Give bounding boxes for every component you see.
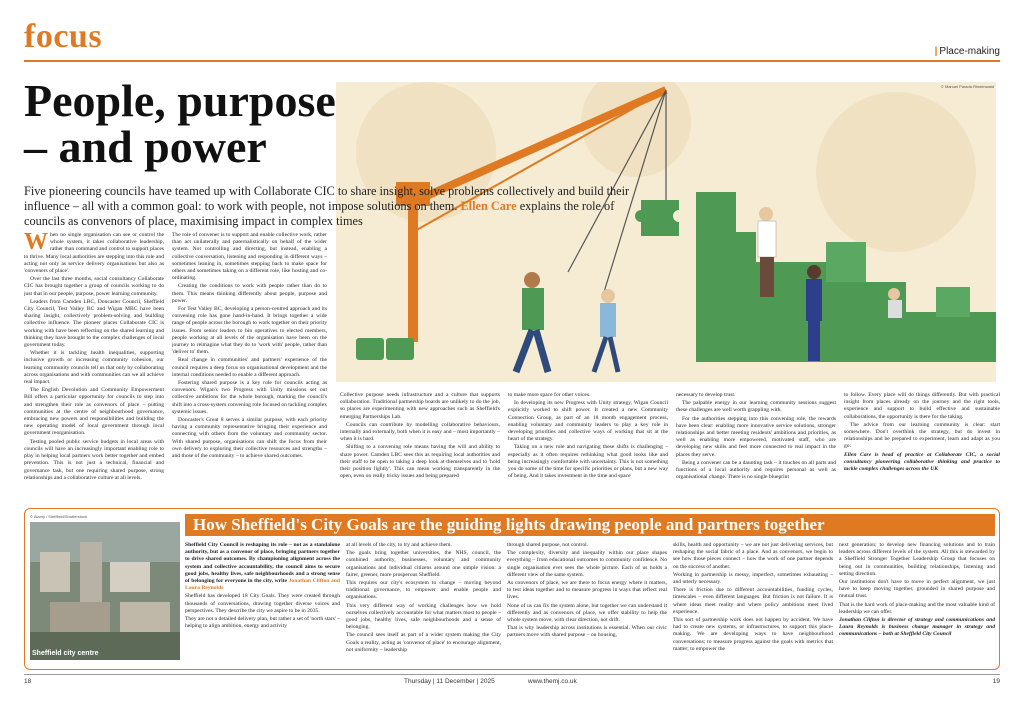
paragraph: This requires our city's ecosystem to change – moving beyond traditional governance, to empower and enable people and organisations.	[346, 580, 501, 601]
paragraph: Creating the conditions to work with people rather than do to them. This means thinking differently about people, purpose and power.	[172, 283, 327, 304]
section-tag-label: Place-making	[939, 46, 1000, 57]
photo-caption: Sheffield city centre	[32, 650, 99, 657]
paragraph: Real change in communities' and partners' experience of the council requires a deep focus on organisational development and the internal conditions needed to enable a different approach.	[172, 357, 327, 378]
paragraph: The role of convener is to support and enable collective work, rather than act unilaterally and paternalistically on behalf of the wider system. Not controlling and directing, but instead, enabling a collective conversation, listening and responding in different ways – sometimes leaning in, sometimes stepping back to make space for others and sometimes taking on a different role, like hosting and co-ordinating.	[172, 232, 327, 282]
paragraph: at all levels of the city, to try and achieve them.	[346, 542, 452, 548]
paragraph: That is the hard work of place-making and the most valuable kind of leadership we can offer.	[839, 601, 995, 615]
standfirst	[24, 184, 644, 229]
dropcap: W	[24, 232, 48, 255]
paragraph: next generation; to develop new financing solutions and to train leaders across different levels of the system. All this is stewarded by a Sheffield Stronger Together Leadership Group that focuses on being out in communities, building relationships, listening and setting direction.	[839, 542, 995, 577]
article-column-1	[24, 232, 164, 502]
illustration-credit: © Manuel Parada Rindenwald	[940, 84, 994, 89]
box-column-3	[507, 542, 667, 664]
page-number-left: 18	[24, 678, 32, 685]
paragraph: That is why leadership across institutions is essential. When our civic partners move with shared purpose – on housing,	[507, 625, 667, 639]
paragraph: Councils can contribute by modelling collaborative behaviours, internally and externally, both when it is easy and – most importantly – when it is hard.	[340, 421, 500, 443]
box-headline: How Sheffield's City Goals are the guiding lights drawing people and partners together	[185, 514, 995, 536]
paragraph: skills, health and opportunity – we are not just delivering services, but reshaping the social fabric of a place. And as convenors, we begin to see how those pieces connect – how the work of one partner depends on the success of another.	[673, 542, 833, 570]
article-column-2	[172, 232, 327, 502]
paragraph: Shifting to a convening role means having the will and ability to share power. Camden LBC sees this as requiring local authorities and their staff to be open to taking a deep look at themselves and to 'hold their position lightly'. This can mean working transparently in the open, even on really tricky issues and being prepared	[340, 444, 500, 480]
paragraph: In developing its new Progress with Unity strategy, Wigan Council explicitly worked to shift power. It created a new Community Connection Group, as part of an 18 month engagement process, enabling voluntary and community leaders to play a key role in developing priorities and collective ways of working that sit at the heart of the strategy.	[508, 400, 668, 443]
paragraph: This very different way of working challenges how we hold ourselves collectively accountable for what matters most to people – good jobs, healthy lives, safe neighbourhoods and a sense of belonging.	[346, 602, 501, 631]
paragraph: As convenors of place, we are there to focus energy where it matters, to test ideas together and to measure progress in ways that reflect real lives.	[507, 580, 667, 601]
box-author-bio: Jonathan Clifton is director of strategy and communications and Laura Reynolds is business change manager in strategy and communications – both at Sheffield City Council	[839, 617, 995, 638]
crane-puzzle-illustration	[336, 82, 996, 382]
city-photo	[30, 522, 180, 660]
paragraph: For the authorities stepping into this convening role, the rewards have been clear: enabling more innovative service solutions, stronger relationships and better meeting residents' ambitions and priorities, as well as enabling more empowered, motivated staff, who are developing new skills and feel more connected to real impact in the places they serve.	[676, 415, 836, 458]
article-column-3	[340, 392, 500, 502]
paragraph: Working in partnership is messy, imperfect, sometimes exhausting – and utterly necessary.	[673, 571, 833, 586]
article-column-6	[844, 392, 1000, 502]
article-column-4	[508, 392, 668, 502]
paragraph: Our institutions don't have to move in perfect alignment, we just have to keep moving together, grounded in shared purpose and mutual trust.	[839, 579, 995, 600]
paragraph: The advice from our learning community is clear: start somewhere. Don't overthink the strategy, but do invest in relationships and be prepared to experiment, learn and adapt as you go.	[844, 421, 1000, 450]
city-aerial-image	[30, 522, 180, 660]
paragraph: Sheffield has developed 18 City Goals. They were created through thousands of conversations, drawing together diverse voices and perspectives. They describe the city we aspire to be in 2035.	[185, 593, 340, 614]
person-figure	[758, 207, 776, 297]
box-byline: Jonathan Clifton and Laura Reynolds	[185, 578, 340, 592]
paragraph: The council sees itself as part of a wider system making the City Goals a reality, acting as 'convenor of place' to encourage alignment, not uniformity – leadership	[346, 632, 501, 653]
page-number-right: 19	[992, 678, 1000, 685]
paragraph: necessary to develop trust.	[676, 392, 736, 398]
author-bio: Ellen Care is head of practice at Collaborate CIC, a social consultancy pioneering collaborative thinking and practice to tackle complex challenges across the UK	[844, 451, 1000, 473]
box-column-2	[346, 542, 501, 664]
paragraph: The English Devolution and Community Empowerment Bill offers a particular opportunity for councils to step into and strengthen their role as convenors of place – putting communities at the centre of neighbourhood governance, embracing new powers and responsibilities and building the new operating model of local government through local government reorganisation.	[24, 387, 164, 437]
person-figure	[516, 272, 548, 372]
illustration	[336, 82, 996, 382]
paragraph: Doncaster's Great 8 serves a similar purpose, with each priority having a community representative bringing their experience and connecting with others from the voluntary and community sector. With shared purpose, organisations can shift the focus from their own delivery to exploring their collective resources and strengths – and those of the community – to achieve shared outcomes.	[172, 417, 327, 460]
paragraph: None of us can fix the system alone, but together we can understand it differently and as convenors of place, we offer stability to help the whole system move, with clear direction, not drift.	[507, 602, 667, 624]
issue-date: Thursday | 11 December | 2025	[404, 678, 495, 685]
paragraph: to follow. Every place will do things differently. But with practical insight from places already on the journey and the right tools, experience and support to build effective and sustainable collaborations, the opportunity is there for the taking.	[844, 392, 1000, 420]
paragraph: Being a convener can be a daunting task – it touches on all parts and functions of a local authority and requires personal as well as organisational change. There is no single blueprint	[676, 459, 836, 481]
paragraph: This sort of partnership work does not happen by accident. We have had to create new systems, or infrastructures, to support this place-making. We are developing ways to have neighbourhood conversations; to measure progress against the goals with metrics that matter; to empower the	[673, 617, 833, 652]
tag-bar: |	[934, 46, 938, 57]
box-column-5	[839, 542, 995, 664]
paragraph: hen no single organisation can see or control the whole system, it takes collaborative leadership, rather than command and control to support places to thrive. Many local authorities are stepping into this role and acting not only as service delivery organisations but also as 'conveners of place'.	[24, 232, 164, 275]
header-rule	[24, 60, 1000, 62]
standfirst-text: Five pioneering councils have teamed up with Collaborate CIC to share insight, solve problems collectively and build their influence – all with a common goal: to work with people, not impose solutions on them.	[24, 184, 630, 213]
paragraph: Collective purpose needs infrastructure and a culture that supports collaboration. Traditional partnership boards are unlikely to do the job, so places are experimenting with new approaches such as Sheffield's emerging Partnerships Lab.	[340, 392, 500, 420]
section-tag	[935, 46, 1000, 57]
paragraph: The palpable energy in our learning community sessions suggest these challenges are well worth grappling with.	[676, 400, 836, 414]
author-byline: Ellen Care	[460, 199, 517, 213]
paragraph: Testing pooled public service budgets in local areas with councils will have an increasingly important enabling role to play in helping local partners work better together and embed prevention. This is not just a technical, financial and governance task, but one requiring shared purpose, strong relationships and a collaborative culture at all levels.	[24, 438, 164, 481]
weight-shape	[356, 338, 384, 360]
person-figure	[806, 265, 822, 361]
box-column-1	[185, 542, 340, 664]
paragraph: Taking on a new role and navigating these shifts is challenging – especially as it often requires rethinking what good looks like and being increasingly comfortable with uncertainty. This is not something you do some of the time for specific priorities or plans, but a new way of being. And it takes investment in the time and space	[508, 444, 668, 480]
paragraph: Leaders from Camden LBC, Doncaster Council, Sheffield City Council, Test Valley BC and Wigan MBC have been sharing insight, collectively problem-solving and building collective influence. The pioneer places Collaborate CIC is working with have been reflecting on the shared learning and thinking they have brought to the complex challenges of local government today.	[24, 298, 164, 349]
box-lead: Sheffield City Council is reshaping its role – not as a standalone authority, but as a convenor of place, bringing partners together to drive shared outcomes. By championing alignment across the system and collective accountability, the council aims to secure good jobs, healthy lives, safe neighbourhoods and a strong sense of belonging for everyone in the city, write	[185, 542, 340, 585]
weight-shape	[386, 338, 414, 360]
paragraph: The complexity, diversity and inequality within our place shapes everything – from educational outcomes to community confidence. No single organisation ever sees the whole picture. Each of us holds a different view of the same system.	[507, 550, 667, 578]
paragraph: There is friction due to different accountabilities, funding cycles, timescales – even different languages. But friction is not failure. It is where ideas meet reality and where policy ambitions meet lived experience.	[673, 587, 833, 615]
website-url: www.themj.co.uk	[528, 678, 577, 685]
paragraph: Whether it is tackling health inequalities, supporting inclusive growth or increasing community cohesion, our learning community councils tell us that only by collaborating across organisations and with communities can we all achieve real impact.	[24, 350, 164, 386]
section-title: focus	[24, 18, 103, 55]
person-figure	[594, 289, 618, 372]
paragraph: Over the last three months, social consultancy Collaborate CIC has brought together a group of councils working to do just that in our people, purpose, power learning community.	[24, 276, 164, 297]
paragraph: They are not a detailed delivery plan, but rather a set of 'north stars' – helping to align ambition, energy and activity	[185, 616, 340, 630]
paragraph: Fostering shared purpose is a key role for councils acting as convenors. Wigan's two Progress with Unity missions set out collective ambitions for the whole borough, marking the council's shift into a cross-system convening role focused on tackling complex systemic issues.	[172, 380, 327, 415]
headline: People, purpose – and power	[24, 75, 336, 172]
footer-rule	[24, 674, 1000, 675]
photo-credit: © Alamy / Sheffield/Shutterstock	[30, 514, 88, 519]
box-column-4	[673, 542, 833, 664]
article-column-5	[676, 392, 836, 502]
paragraph: to make more space for other voices.	[508, 392, 591, 398]
paragraph: The goals bring together universities, the NHS, council, the combined authority, businesses, voluntary and community organisations and individual citizens around one simple vision: a fairer, greener, more prosperous Sheffield.	[346, 550, 501, 578]
paragraph: For Test Valley BC, developing a person-centred approach and its convening role has gone hand-in-hand. It brings together a wide range of people across the borough to work together on their priority issues. From senior leaders to bin operatives to elected members, people working at all levels of the organisation have been on the journey to reimagine what they do to 'work with' people, rather than 'deliver to' them.	[172, 306, 327, 356]
paragraph: through shared purpose, not control.	[507, 542, 589, 548]
standfirst-rest: explains the role of councils as convenors of place, maximising impact in complex times	[24, 199, 615, 228]
gear-shape	[816, 92, 976, 252]
